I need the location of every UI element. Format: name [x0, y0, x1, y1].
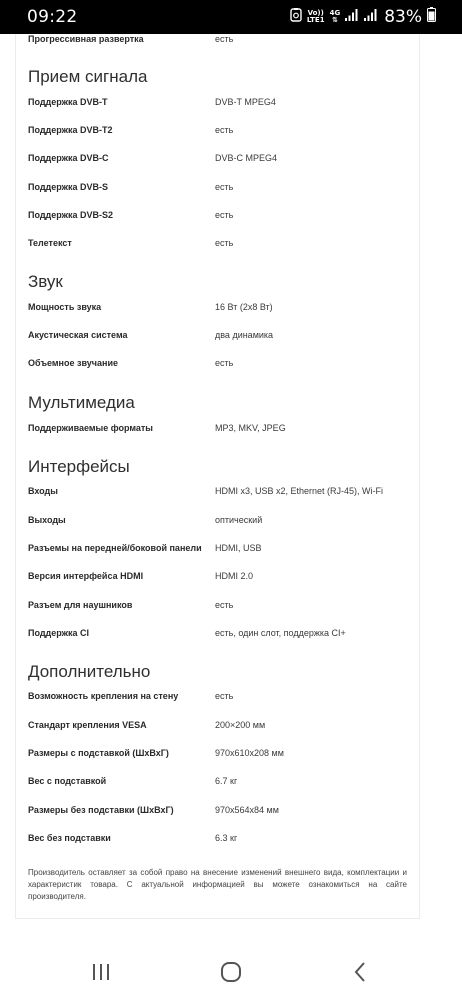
status-bar — [0, 0, 462, 34]
spec-label: Поддержка CI — [28, 628, 90, 638]
spec-value: оптический — [215, 515, 263, 525]
spec-label: Мощность звука — [28, 302, 102, 312]
spec-label: Вес без подставки — [28, 833, 111, 843]
spec-label: Размеры без подставки (ШхВхГ) — [28, 805, 174, 815]
spec-label: Поддержка DVB-S2 — [28, 210, 114, 220]
spec-value: HDMI 2.0 — [215, 571, 254, 581]
spec-label: Телетекст — [28, 238, 72, 248]
spec-label: Объемное звучание — [28, 358, 118, 368]
signal-strength-icon-2 — [364, 8, 378, 26]
network-type-indicator — [330, 10, 341, 24]
signal-strength-icon-1 — [345, 8, 359, 26]
spec-label: Разъем для наушников — [28, 600, 133, 610]
spec-value: есть — [215, 34, 234, 44]
spec-label: Возможность крепления на стену — [28, 691, 179, 701]
spec-label: Акустическая система — [28, 330, 128, 340]
spec-value: DVB-C MPEG4 — [215, 153, 278, 163]
spec-value: есть — [215, 210, 234, 220]
spec-value: 200×200 мм — [215, 720, 266, 730]
spec-label: Поддержка DVB-T2 — [28, 125, 113, 135]
spec-label: Разъемы на передней/боковой панели — [28, 543, 202, 553]
data-arrows-icon: ⇅ — [331, 16, 338, 24]
spec-label: Размеры с подставкой (ШхВхГ) — [28, 748, 169, 758]
spec-label: Вес с подставкой — [28, 776, 107, 786]
spec-label: Версия интерфейса HDMI — [28, 571, 144, 581]
spec-label: Входы — [28, 486, 58, 496]
spec-value: есть — [215, 358, 234, 368]
spec-label: Поддержка DVB-C — [28, 153, 109, 163]
section-title-sound: Звук — [28, 272, 63, 291]
spec-value: есть — [215, 238, 234, 248]
recent-apps-icon[interactable] — [89, 960, 113, 984]
spec-value: HDMI x3, USB x2, Ethernet (RJ-45), Wi-Fi — [215, 486, 384, 496]
spec-value: 16 Вт (2х8 Вт) — [215, 302, 273, 312]
volte-indicator — [307, 10, 325, 24]
spec-value: 6.3 кг — [215, 833, 238, 843]
spec-value: 970x610x208 мм — [215, 748, 284, 758]
section-title-interfaces: Интерфейсы — [28, 457, 130, 476]
spec-value: есть, один слот, поддержка CI+ — [215, 628, 346, 638]
volte-bottom-label: LTE1 — [306, 16, 325, 24]
volte-top-label: Vo)) — [307, 9, 324, 17]
spec-value: есть — [215, 182, 234, 192]
screenshot-notification-icon — [290, 8, 302, 27]
home-icon[interactable] — [219, 960, 243, 984]
spec-value: HDMI, USB — [215, 543, 262, 553]
spec-label: Стандарт крепления VESA — [28, 720, 147, 730]
spec-label: Поддерживаемые форматы — [28, 423, 153, 433]
manufacturer-disclaimer: Производитель оставляет за собой право на внесение изменений внешнего вида, комплектации и характеристик товара. С актуальной информацией вы можете ознакомиться на сайте производителя. — [28, 868, 407, 901]
battery-percentage: 83% — [384, 7, 422, 27]
section-title-signal: Прием сигнала — [28, 67, 148, 86]
status-icons — [285, 6, 436, 28]
spec-value: MP3, MKV, JPEG — [215, 423, 286, 433]
spec-value: 6.7 кг — [215, 776, 238, 786]
network-type-label: 4G — [329, 9, 341, 17]
spec-value: 970x564x84 мм — [215, 805, 279, 815]
status-time: 09:22 — [27, 7, 78, 27]
section-title-multimedia: Мультимедиа — [28, 393, 135, 412]
spec-value: есть — [215, 691, 234, 701]
spec-label: Прогрессивная развертка — [28, 34, 144, 44]
section-title-additional: Дополнительно — [28, 662, 151, 681]
specs-card — [15, 34, 420, 919]
spec-value: есть — [215, 125, 234, 135]
back-icon[interactable] — [349, 960, 373, 984]
spec-label: Поддержка DVB-T — [28, 97, 108, 107]
spec-value: DVB-T MPEG4 — [215, 97, 276, 107]
battery-icon — [427, 7, 436, 27]
spec-value: два динамика — [215, 330, 274, 340]
spec-label: Выходы — [28, 515, 66, 525]
spec-label: Поддержка DVB-S — [28, 182, 109, 192]
navigation-bar — [0, 940, 462, 1000]
spec-value: есть — [215, 600, 234, 610]
